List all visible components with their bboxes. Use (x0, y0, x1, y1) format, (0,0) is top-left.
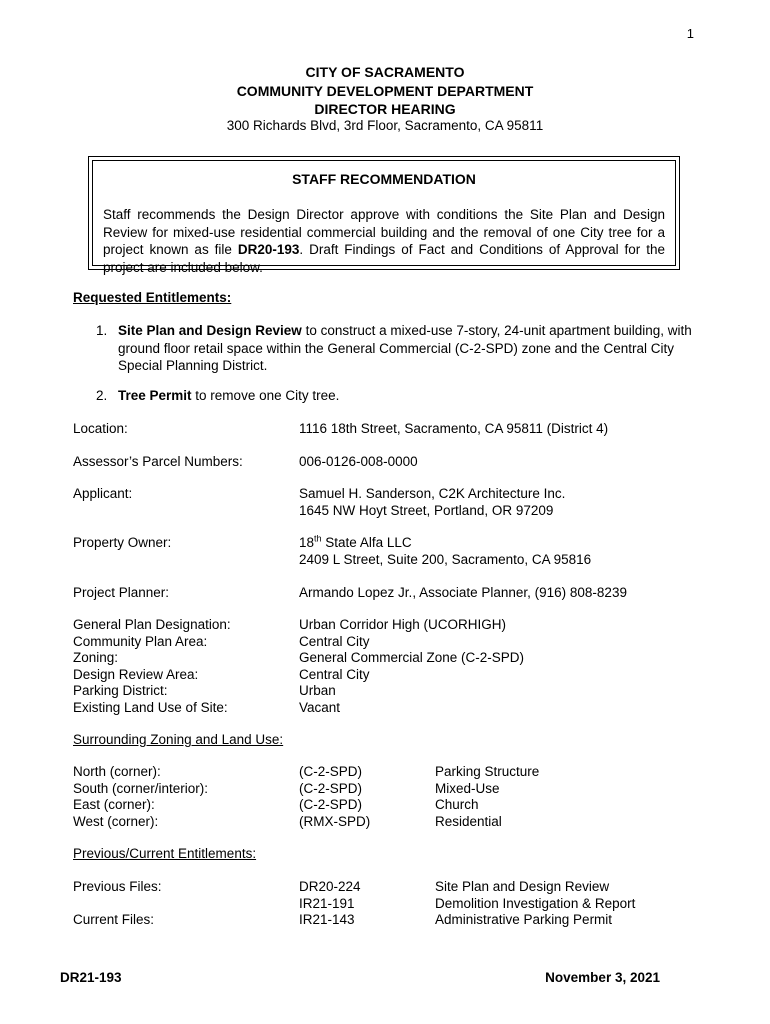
surrounding-zoning-title: Surrounding Zoning and Land Use: (73, 732, 284, 747)
item-number: 1. (96, 323, 108, 338)
footer-file-number: DR21-193 (60, 970, 122, 985)
recommendation-text-part2: . Draft Findings of Fact and Conditions of Approval for the project are included below. (103, 242, 666, 275)
location-label: Location: (73, 421, 128, 436)
apn-value: 006-0126-008-0000 (299, 454, 418, 469)
owner-label: Property Owner: (73, 535, 172, 550)
current-files-label: Current Files: (73, 912, 155, 927)
designation-values (299, 617, 524, 716)
north-use: Parking Structure (435, 764, 540, 779)
community-plan-value: Central City (299, 633, 370, 649)
recommendation-text-part1: Staff recommends the Design Director approve with conditions the Site Plan and Design Review for mixed-use residential commercial building and the removal of one City tree for a project known as file (103, 207, 665, 257)
existing-land-use-value: Vacant (299, 699, 341, 715)
owner-name-ordinal: th (314, 533, 322, 544)
parking-district-label: Parking District: (73, 683, 168, 698)
zoning-value: General Commercial Zone (C-2-SPD) (299, 650, 525, 665)
east-label: East (corner): (73, 797, 155, 812)
header-hearing: DIRECTOR HEARING (314, 101, 456, 117)
planner-value: Armando Lopez Jr., Associate Planner, (916) 808-8239 (299, 585, 627, 600)
file-number-2: IR21-191 (299, 895, 355, 911)
owner-name (299, 535, 591, 552)
applicant-value (299, 486, 565, 519)
applicant-address: 1645 NW Hoyt Street, Portland, OR 97209 (299, 502, 554, 518)
north-label: North (corner): (73, 764, 161, 779)
community-plan-label: Community Plan Area: (73, 633, 208, 649)
page-number: 1 (686, 26, 694, 41)
file-desc-1: Site Plan and Design Review (435, 879, 610, 894)
item-bold: Tree Permit (118, 388, 192, 403)
general-plan-value: Urban Corridor High (UCORHIGH) (299, 617, 507, 632)
footer-date: November 3, 2021 (545, 970, 660, 985)
north-zone: (C-2-SPD) (299, 764, 362, 779)
staff-recommendation-box (88, 156, 680, 275)
entitlement-file-numbers (299, 879, 361, 929)
applicant-label: Applicant: (73, 486, 133, 501)
south-use: Mixed-Use (435, 780, 500, 796)
south-label: South (corner/interior): (73, 780, 209, 796)
previous-current-entitlements-title: Previous/Current Entitlements: (73, 846, 257, 861)
existing-land-use-label: Existing Land Use of Site: (73, 699, 228, 715)
parking-district-value: Urban (299, 683, 336, 698)
surrounding-directions (73, 764, 208, 830)
file-number-3: IR21-143 (299, 912, 355, 927)
location-value: 1116 18th Street, Sacramento, CA 95811 (District 4) (299, 421, 609, 436)
owner-address: 2409 L Street, Suite 200, Sacramento, CA 95816 (299, 551, 592, 567)
owner-name-rest: State Alfa LLC (321, 535, 412, 550)
surrounding-uses (435, 764, 539, 830)
item-desc: to construct a mixed-use 7-story, 24-unit apartment building, with ground floor retail space within the General Commercial (C-2-SPD) zone and the Central City Special Planning District. (118, 323, 692, 373)
east-use: Church (435, 797, 479, 812)
zoning-label: Zoning: (73, 650, 119, 665)
staff-recommendation-inner-border (92, 160, 676, 275)
item-text (118, 387, 698, 405)
previous-files-label: Previous Files: (73, 879, 162, 894)
file-desc-2: Demolition Investigation & Report (435, 895, 636, 911)
west-label: West (corner): (73, 813, 159, 829)
design-review-value: Central City (299, 666, 370, 682)
file-desc-3: Administrative Parking Permit (435, 912, 613, 927)
owner-value (299, 535, 591, 568)
header-city: CITY OF SACRAMENTO (305, 64, 465, 80)
item-text (118, 322, 698, 375)
design-review-label: Design Review Area: (73, 666, 199, 682)
item-bold: Site Plan and Design Review (118, 323, 302, 338)
east-zone: (C-2-SPD) (299, 797, 362, 812)
applicant-name: Samuel H. Sanderson, C2K Architecture Inc. (299, 486, 566, 501)
file-number: DR20-193 (237, 242, 300, 257)
surrounding-zones (299, 764, 370, 830)
header-address: 300 Richards Blvd, 3rd Floor, Sacramento, CA 95811 (226, 118, 544, 133)
south-zone: (C-2-SPD) (299, 780, 362, 796)
west-use: Residential (435, 813, 502, 829)
header-department: COMMUNITY DEVELOPMENT DEPARTMENT (236, 83, 534, 99)
staff-recommendation-text (103, 206, 665, 276)
west-zone: (RMX-SPD) (299, 813, 371, 829)
designation-labels (73, 617, 231, 716)
apn-label: Assessor’s Parcel Numbers: (73, 454, 243, 469)
item-number: 2. (96, 388, 108, 403)
owner-name-number: 18 (299, 535, 315, 550)
item-desc: to remove one City tree. (191, 388, 340, 403)
entitlement-file-descriptions (435, 879, 635, 929)
planner-label: Project Planner: (73, 585, 170, 600)
general-plan-label: General Plan Designation: (73, 617, 231, 632)
requested-entitlements-title: Requested Entitlements: (73, 290, 232, 305)
file-number-1: DR20-224 (299, 879, 361, 894)
staff-recommendation-title: STAFF RECOMMENDATION (292, 171, 476, 187)
